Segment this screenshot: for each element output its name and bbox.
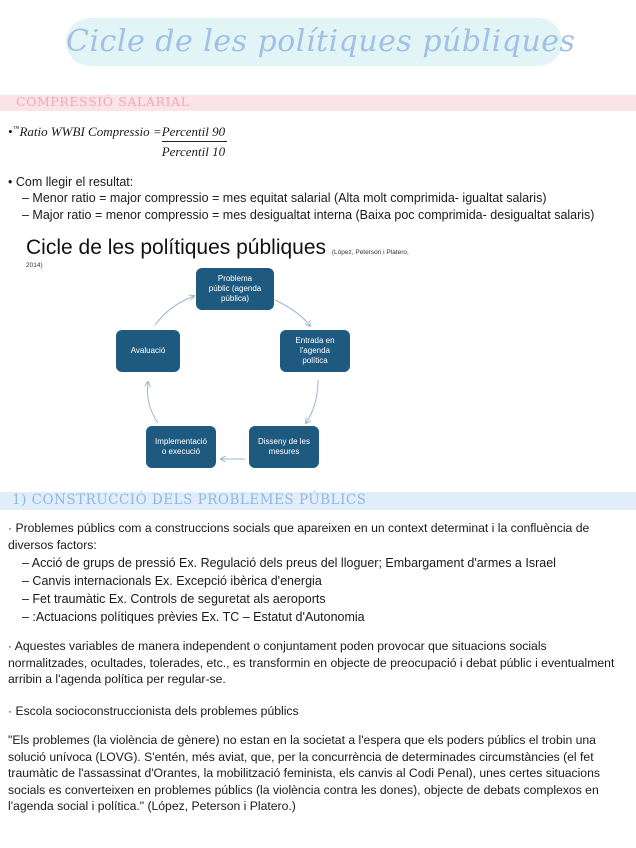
diagram-year: 2014) [26, 262, 43, 269]
page-title: Cicle de les polítiques públiques [66, 24, 576, 59]
paragraph-problems: · Problemes públics com a construccions socials que apareixen en un context determinat i la confluència de diversos factors: [8, 521, 590, 552]
quote-paragraph: "Els problemes (la violència de gènere) no estan en la societat a l'espera que els poders públics el trobin una solució unívoca (LOVG). S'entén, més aviat, que, per la concurrència de determinades circumstàncies (el fet traumàtic de l'assassinat d'Orantes, la mobilització feminista, els canvis al Codi Penal), unes certes situacions socials es converteixen en problemes públics (la violència contra les dones), objecte de debats complexos en l'agenda social i política." (López, Peterson i Platero.) [8, 733, 600, 813]
factor-item: – Acció de grups de pressió Ex. Regulació dels preus del lloguer; Embargament d'armes a Israel [22, 556, 556, 570]
cycle-node-implementation: Implementació o execució [146, 426, 216, 468]
factor-item: – Fet traumàtic Ex. Controls de seguretat als aeroports [22, 592, 326, 606]
arrow-problem-to-agenda [275, 300, 310, 326]
formula-numerator: Percentil 90 [162, 124, 227, 142]
cycle-node-problem: Problema públic (agenda pública) [196, 268, 274, 310]
cycle-node-evaluation: Avaluació [116, 330, 180, 372]
arrow-implementation-to-evaluation [147, 382, 158, 423]
formula-superscript: ™ [12, 124, 20, 133]
section-heading-compressio: COMPRESSIÓ SALARIAL [16, 94, 190, 109]
diagram-title-text: Cicle de les polítiques públiques [26, 236, 327, 259]
paragraph-school: · Escola socioconstruccionista dels problemes públics [8, 704, 299, 718]
section-heading-construccio: 1) CONSTRUCCIÓ DELS PROBLEMES PÚBLICS [12, 492, 367, 508]
formula-lhs: Ratio WWBI Compressio = [19, 124, 162, 139]
factor-item: – :Actuacions polítiques prèvies Ex. TC – Estatut d'Autonomia [22, 610, 365, 624]
formula-bullet: • [8, 124, 13, 139]
factor-item: – Canvis internacionals Ex. Excepció ibèrica d'energia [22, 574, 322, 588]
diagram-citation: (López, Peterson i Platero, [331, 249, 409, 256]
arrow-agenda-to-design [306, 380, 318, 423]
paragraph-variables: · Aquestes variables de manera independent o conjuntament poden provocar que situacions socials normalitzades, ocultades, tolerades, etc., es transformin en objecte de preocupació i debat públic i eventualment arribin a l'agenda política per regular-se. [8, 639, 615, 686]
cycle-node-design: Disseny de les mesures [249, 426, 319, 468]
cycle-node-agenda: Entrada en l'agenda política [280, 330, 350, 372]
result-intro: • Com llegir el resultat: [8, 175, 134, 189]
formula-denominator: Percentil 10 [161, 144, 226, 159]
result-item: – Major ratio = menor compressio = mes desigualtat interna (Baixa poc comprimida- desigualtat salaris) [22, 208, 595, 222]
result-item: – Menor ratio = major compressio = mes equitat salarial (Alta molt comprimida- igualtat salaris) [22, 191, 547, 205]
arrow-evaluation-to-problem [155, 296, 194, 325]
